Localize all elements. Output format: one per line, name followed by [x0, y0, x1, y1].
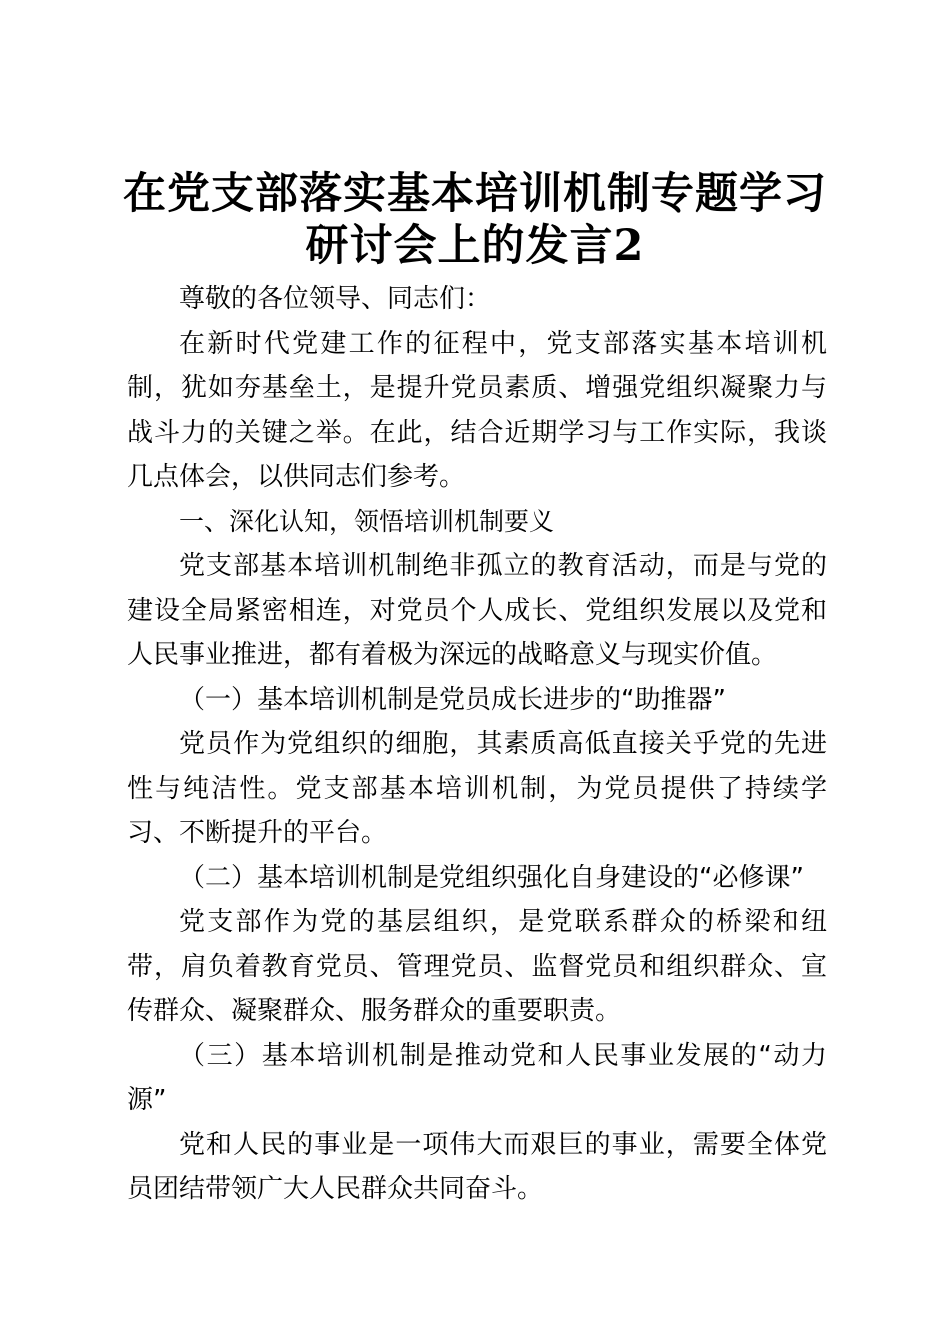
subsection-heading: （二）基本培训机制是党组织强化自身建设的“必修课” — [179, 862, 804, 893]
body-paragraph: 在新时代党建工作的征程中，党支部落实基本培训机制，犹如夯基垒土，是提升党员素质、增强党组织凝聚力与战斗力的关键之举。在此，结合近期学习与工作实际，我谈几点体会，以供同志们参考。 — [127, 328, 827, 492]
body-paragraph: 党支部作为党的基层组织，是党联系群众的桥梁和纽带，肩负着教育党员、管理党员、监督党员和组织群众、宣传群众、凝聚群众、服务群众的重要职责。 — [127, 907, 827, 1026]
document-title: 在党支部落实基本培训机制专题学习研讨会上的发言2 — [123, 169, 827, 271]
body-paragraph: 党员作为党组织的细胞，其素质高低直接关乎党的先进性与纯洁性。党支部基本培训机制，为党员提供了持续学习、不断提升的平台。 — [127, 729, 827, 848]
body-paragraph: 党支部基本培训机制绝非孤立的教育活动，而是与党的建设全局紧密相连，对党员个人成长、党组织发展以及党和人民事业推进，都有着极为深远的战略意义与现实价值。 — [127, 551, 827, 670]
subsection-heading: （三）基本培训机制是推动党和人民事业发展的“动力源” — [127, 1040, 827, 1115]
subsection-heading: （一）基本培训机制是党员成长进步的“助推器” — [179, 684, 726, 715]
section-heading: 一、深化认知，领悟培训机制要义 — [179, 506, 555, 536]
salutation: 尊敬的各位领导、同志们： — [179, 284, 492, 314]
body-paragraph: 党和人民的事业是一项伟大而艰巨的事业，需要全体党员团结带领广大人民群众共同奋斗。 — [127, 1129, 827, 1204]
document-body — [127, 277, 827, 1212]
